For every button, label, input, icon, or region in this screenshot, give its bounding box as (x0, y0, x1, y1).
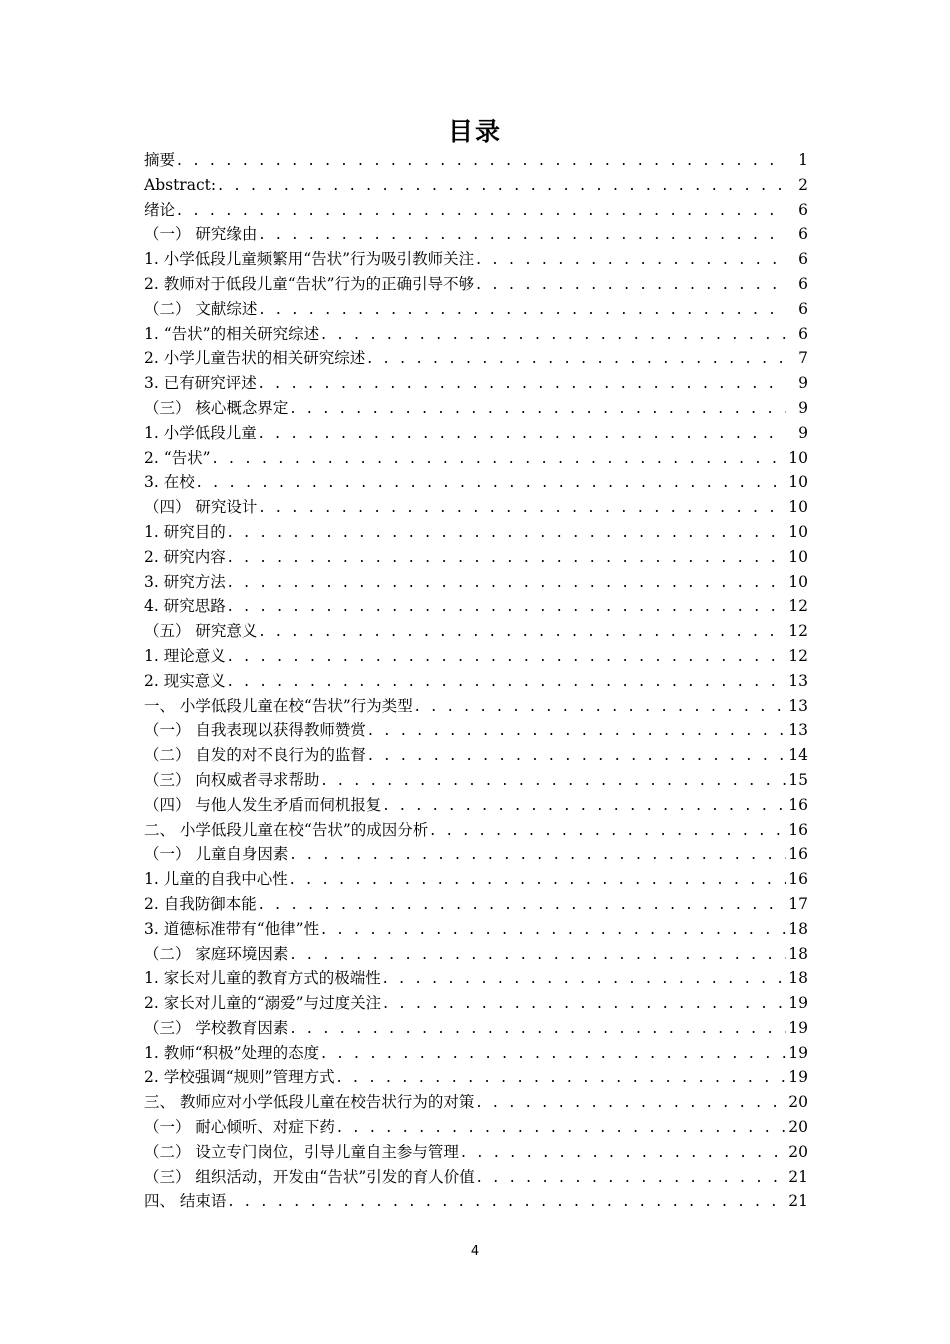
toc-entry[interactable] (144, 743, 808, 768)
toc-entry[interactable] (144, 768, 808, 793)
toc-title: 目录 (447, 117, 502, 146)
toc-entry-page-number: 6 (798, 324, 808, 343)
toc-dot-leader (211, 446, 786, 471)
toc-entry-page-number: 17 (788, 894, 808, 913)
toc-entry-title: 2. “告状” (144, 448, 211, 467)
toc-entry-title: （二） 设立专门岗位，引导儿童自主参与管理 (144, 1142, 459, 1161)
toc-dot-leader (175, 148, 786, 173)
toc-entry[interactable] (144, 818, 808, 843)
toc-entry-page-number: 6 (798, 250, 808, 269)
toc-entry-title: 四、 结束语 (144, 1192, 227, 1211)
toc-entry-page-number: 2 (798, 175, 808, 194)
toc-dot-leader (475, 1165, 786, 1190)
toc-dot-leader (226, 1189, 786, 1214)
toc-entry[interactable] (144, 198, 808, 223)
toc-entry[interactable] (144, 173, 808, 198)
toc-entry-page-number: 21 (788, 1167, 808, 1186)
toc-dot-leader (288, 867, 786, 892)
toc-entry-page-number: 15 (788, 770, 808, 789)
toc-dot-leader (175, 198, 786, 223)
toc-entry[interactable] (144, 470, 808, 495)
toc-entry[interactable] (144, 892, 808, 917)
toc-dot-leader (335, 1115, 786, 1140)
toc-entry[interactable] (144, 1041, 808, 1066)
toc-entry[interactable] (144, 694, 808, 719)
toc-entry-title: 3. 在校 (144, 473, 195, 492)
toc-entry-page-number: 20 (788, 1093, 808, 1112)
toc-dot-leader (459, 1140, 786, 1165)
toc-dot-leader (226, 644, 786, 669)
toc-entry-title: 1. 小学低段儿童频繁用“告状”行为吸引教师关注 (144, 250, 475, 269)
toc-entry-title: 1. 理论意义 (144, 646, 226, 665)
toc-entry[interactable] (144, 594, 808, 619)
toc-entry-title: （一） 研究缘由 (144, 225, 258, 244)
toc-entry-page-number: 19 (788, 1043, 808, 1062)
toc-entry[interactable] (144, 619, 808, 644)
toc-entry-title: 1. 教师“积极”处理的态度 (144, 1043, 320, 1062)
toc-dot-leader (365, 346, 786, 371)
toc-entry[interactable] (144, 1165, 808, 1190)
toc-entry-page-number: 12 (788, 646, 808, 665)
toc-dot-leader (226, 570, 786, 595)
toc-entry-page-number: 19 (788, 994, 808, 1013)
toc-entry-page-number: 10 (788, 522, 808, 541)
toc-entry-title: 2. 现实意义 (144, 671, 226, 690)
toc-dot-leader (474, 247, 786, 272)
toc-dot-leader (474, 1090, 786, 1115)
toc-entry-title: （三） 向权威者寻求帮助 (144, 770, 320, 789)
toc-entry[interactable] (144, 148, 808, 173)
toc-dot-leader (319, 1041, 786, 1066)
toc-entry-title: 绪论 (144, 200, 176, 219)
toc-entry-page-number: 13 (788, 696, 808, 715)
toc-dot-leader (428, 818, 786, 843)
toc-entry-title: （五） 研究意义 (144, 622, 258, 641)
toc-entry-title: （一） 自我表现以获得教师赞赏 (144, 721, 366, 740)
toc-entry-page-number: 10 (788, 498, 808, 517)
toc-entry-page-number: 6 (798, 274, 808, 293)
toc-entry-page-number: 18 (788, 919, 808, 938)
toc-entry[interactable] (144, 520, 808, 545)
toc-entry[interactable] (144, 247, 808, 272)
toc-entry-title: （二） 家庭环境因素 (144, 944, 289, 963)
toc-entry-title: 2. 教师对于低段儿童“告状”行为的正确引导不够 (144, 274, 475, 293)
toc-entry-title: 2. 学校强调“规则”管理方式 (144, 1068, 335, 1087)
toc-dot-leader (319, 322, 786, 347)
toc-dot-leader (474, 272, 786, 297)
toc-entry[interactable] (144, 421, 808, 446)
toc-entry-page-number: 19 (788, 1018, 808, 1037)
toc-dot-leader (288, 942, 786, 967)
toc-entry-title: 2. 自我防御本能 (144, 894, 257, 913)
toc-dot-leader (366, 743, 786, 768)
toc-entry-page-number: 9 (798, 398, 808, 417)
toc-entry-title: 1. 小学低段儿童 (144, 423, 257, 442)
toc-entry-page-number: 13 (788, 671, 808, 690)
toc-entry[interactable] (144, 446, 808, 471)
toc-entry-title: （一） 耐心倾听、对症下药 (144, 1118, 335, 1137)
toc-entry-title: 2. 小学儿童告状的相关研究综述 (144, 349, 366, 368)
toc-dot-leader (257, 371, 786, 396)
toc-dot-leader (288, 1016, 786, 1041)
toc-entry-page-number: 6 (798, 225, 808, 244)
toc-entry-page-number: 1 (798, 151, 808, 169)
toc-dot-leader (226, 520, 786, 545)
toc-dot-leader (257, 892, 786, 917)
toc-entry-page-number: 10 (788, 448, 808, 467)
toc-entry[interactable] (144, 297, 808, 322)
toc-entry-page-number: 9 (798, 423, 808, 442)
toc-entry-title: 1. “告状”的相关研究综述 (144, 324, 320, 343)
toc-dot-leader (381, 991, 786, 1016)
toc-entry[interactable] (144, 322, 808, 347)
toc-entry[interactable] (144, 917, 808, 942)
toc-entry[interactable] (144, 867, 808, 892)
toc-entry[interactable] (144, 991, 808, 1016)
toc-dot-leader (381, 793, 786, 818)
toc-entry-title: Abstract: (144, 175, 217, 194)
toc-dot-leader (288, 396, 786, 421)
toc-entry-title: （三） 学校教育因素 (144, 1018, 289, 1037)
toc-entry[interactable] (144, 793, 808, 818)
toc-dot-leader (319, 917, 786, 942)
toc-entry[interactable] (144, 1115, 808, 1140)
toc-entry-page-number: 7 (798, 349, 808, 368)
toc-dot-leader (257, 495, 786, 520)
toc-entry-title: （二） 自发的对不良行为的监督 (144, 746, 366, 765)
toc-entry[interactable] (144, 570, 808, 595)
toc-entry-page-number: 20 (788, 1118, 808, 1137)
toc-entry-title: （一） 儿童自身因素 (144, 845, 289, 864)
toc-entry-page-number: 12 (788, 597, 808, 616)
toc-entry[interactable] (144, 1016, 808, 1041)
toc-entry[interactable] (144, 942, 808, 967)
toc-dot-leader (226, 594, 786, 619)
toc-entry-page-number: 9 (798, 374, 808, 393)
toc-dot-leader (195, 470, 786, 495)
toc-dot-leader (413, 694, 786, 719)
toc-entry[interactable] (144, 346, 808, 371)
toc-entry[interactable] (144, 222, 808, 247)
toc-entry-title: （三） 核心概念界定 (144, 398, 289, 417)
toc-dot-leader (257, 619, 786, 644)
toc-dot-leader (226, 545, 786, 570)
toc-entry-page-number: 16 (788, 845, 808, 864)
toc-entry[interactable] (144, 1090, 808, 1115)
toc-entry-title: （三） 组织活动，开发由“告状”引发的育人价值 (144, 1167, 475, 1186)
toc-entry-page-number: 10 (788, 547, 808, 566)
toc-entry-title: （四） 与他人发生矛盾而伺机报复 (144, 795, 382, 814)
toc-dot-leader (257, 222, 786, 247)
toc-entry-page-number: 16 (788, 795, 808, 814)
toc-dot-leader (335, 1065, 786, 1090)
toc-entry-page-number: 16 (788, 820, 808, 839)
toc-dot-leader (216, 173, 786, 198)
toc-entry[interactable] (144, 966, 808, 991)
toc-entry-page-number: 12 (788, 622, 808, 641)
toc-entry[interactable] (144, 644, 808, 669)
toc-dot-leader (319, 768, 786, 793)
toc-entry-title: 三、 教师应对小学低段儿童在校告状行为的对策 (144, 1093, 475, 1112)
toc-entry-page-number: 16 (788, 870, 808, 889)
toc-entry-title: 二、 小学低段儿童在校“告状”的成因分析 (144, 820, 429, 839)
toc-entry[interactable] (144, 842, 808, 867)
toc-entry[interactable] (144, 669, 808, 694)
toc-dot-leader (226, 669, 786, 694)
toc-entry[interactable] (144, 545, 808, 570)
toc-entry-title: 摘要 (144, 151, 176, 169)
toc-entry[interactable] (144, 495, 808, 520)
toc-entry-page-number: 6 (798, 200, 808, 219)
toc-entry-title: 4. 研究思路 (144, 597, 226, 616)
toc-entry[interactable] (144, 1140, 808, 1165)
toc-entry[interactable] (144, 1065, 808, 1090)
toc-entry-page-number: 19 (788, 1068, 808, 1087)
toc-entry-title: 3. 研究方法 (144, 572, 226, 591)
toc-dot-leader (257, 421, 786, 446)
toc-entry-title: 1. 儿童的自我中心性 (144, 870, 288, 889)
toc-entry-title: 1. 家长对儿童的教育方式的极端性 (144, 969, 381, 988)
toc-entry-title: 3. 已有研究评述 (144, 374, 257, 393)
toc-entry[interactable] (144, 396, 808, 421)
toc-entry-title: 1. 研究目的 (144, 522, 226, 541)
toc-dot-leader (366, 718, 786, 743)
table-of-contents (144, 148, 808, 1214)
toc-entry[interactable] (144, 371, 808, 396)
toc-entry-title: （二） 文献综述 (144, 299, 258, 318)
toc-entry-page-number: 20 (788, 1142, 808, 1161)
toc-entry[interactable] (144, 718, 808, 743)
toc-entry-page-number: 21 (788, 1192, 808, 1211)
toc-entry-title: 2. 家长对儿童的“溺爱”与过度关注 (144, 994, 382, 1013)
toc-entry[interactable] (144, 272, 808, 297)
toc-entry-title: 2. 研究内容 (144, 547, 226, 566)
toc-dot-leader (257, 297, 786, 322)
toc-entry-page-number: 18 (788, 944, 808, 963)
toc-entry-title: （四） 研究设计 (144, 498, 258, 517)
toc-entry-page-number: 6 (798, 299, 808, 318)
toc-entry-page-number: 13 (788, 721, 808, 740)
toc-entry[interactable] (144, 1189, 808, 1214)
toc-dot-leader (288, 842, 786, 867)
toc-entry-page-number: 10 (788, 572, 808, 591)
toc-dot-leader (381, 966, 786, 991)
toc-entry-page-number: 14 (788, 746, 808, 765)
toc-entry-title: 一、 小学低段儿童在校“告状”行为类型 (144, 696, 413, 715)
toc-entry-title: 3. 道德标准带有“他律”性 (144, 919, 320, 938)
page-number: 4 (470, 1244, 480, 1259)
toc-entry-page-number: 10 (788, 473, 808, 492)
toc-entry-page-number: 18 (788, 969, 808, 988)
